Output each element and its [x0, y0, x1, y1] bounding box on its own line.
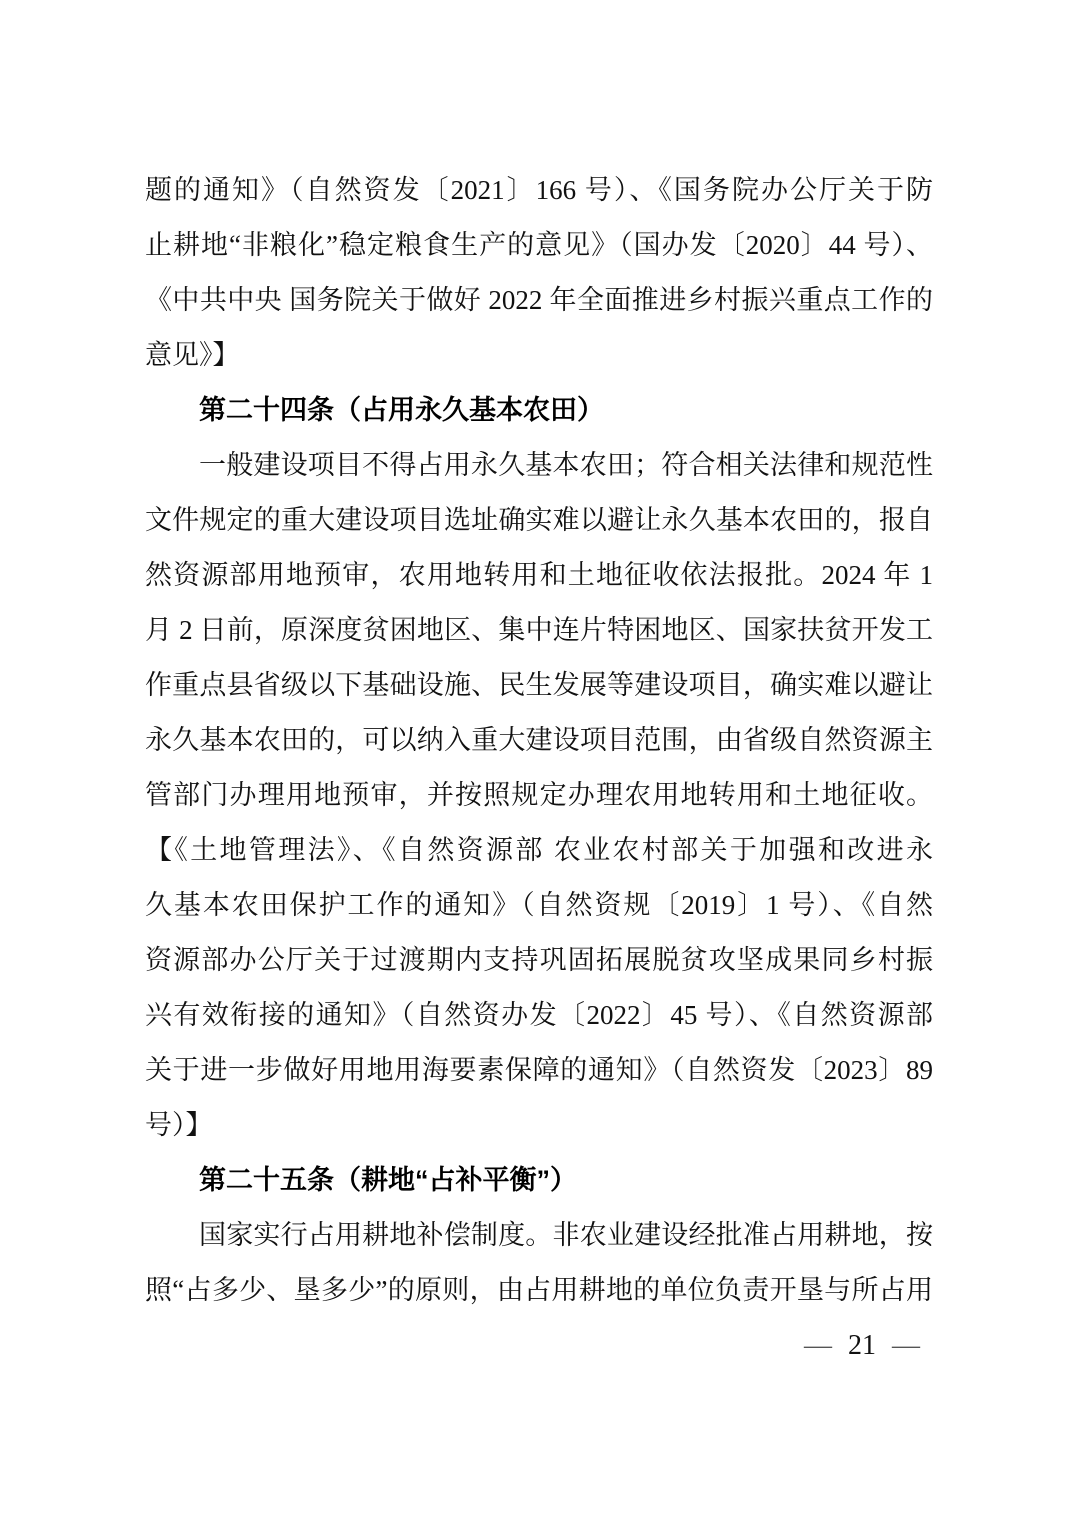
article-heading: 第二十五条（耕地“占补平衡”） [199, 1165, 577, 1195]
text-line: 题的通知》（自然资发〔2021〕166 号）、《国务院办公厅关于防 [145, 175, 933, 205]
text-line: 【《土地管理法》、《自然资源部 农业农村部关于加强和改进永 [145, 835, 933, 865]
text-line: 关于进一步做好用地用海要素保障的通知》（自然资发〔2023〕89 [145, 1055, 933, 1085]
text-line: 意见》】 [145, 340, 240, 370]
text-line: 一般建设项目不得占用永久基本农田；符合相关法律和规范性 [199, 450, 933, 480]
text-line: 兴有效衔接的通知》（自然资办发〔2022〕45 号）、《自然资源部 [145, 1000, 933, 1030]
text-line: 久基本农田保护工作的通知》（自然资规〔2019〕1 号）、《自然 [145, 890, 933, 920]
document-body [145, 163, 933, 1318]
footer-right-dash: — [892, 1330, 920, 1361]
text-line: 《中共中央 国务院关于做好 2022 年全面推进乡村振兴重点工作的 [145, 285, 933, 315]
text-line: 国家实行占用耕地补偿制度。非农业建设经批准占用耕地，按 [199, 1220, 933, 1250]
text-line: 作重点县省级以下基础设施、民生发展等建设项目，确实难以避让 [145, 670, 933, 700]
text-line: 文件规定的重大建设项目选址确实难以避让永久基本农田的，报自 [145, 505, 933, 535]
page-footer [804, 1318, 920, 1373]
text-line: 然资源部用地预审，农用地转用和土地征收依法报批。2024 年 1 [145, 560, 933, 590]
text-line: 止耕地“非粮化”稳定粮食生产的意见》（国办发〔2020〕44 号）、 [145, 230, 933, 260]
text-line: 永久基本农田的，可以纳入重大建设项目范围，由省级自然资源主 [145, 725, 933, 755]
text-line: 月 2 日前，原深度贫困地区、集中连片特困地区、国家扶贫开发工 [145, 615, 933, 645]
text-line: 照“占多少、垦多少”的原则，由占用耕地的单位负责开垦与所占用 [145, 1275, 933, 1305]
text-line: 号）】 [145, 1110, 213, 1140]
text-line: 管部门办理用地预审，并按照规定办理农用地转用和土地征收。 [145, 780, 933, 810]
footer-left-dash: — [804, 1330, 832, 1361]
text-line: 资源部办公厅关于过渡期内支持巩固拓展脱贫攻坚成果同乡村振 [145, 945, 933, 975]
article-heading: 第二十四条（占用永久基本农田） [199, 395, 604, 425]
page-number: 21 [848, 1330, 876, 1361]
